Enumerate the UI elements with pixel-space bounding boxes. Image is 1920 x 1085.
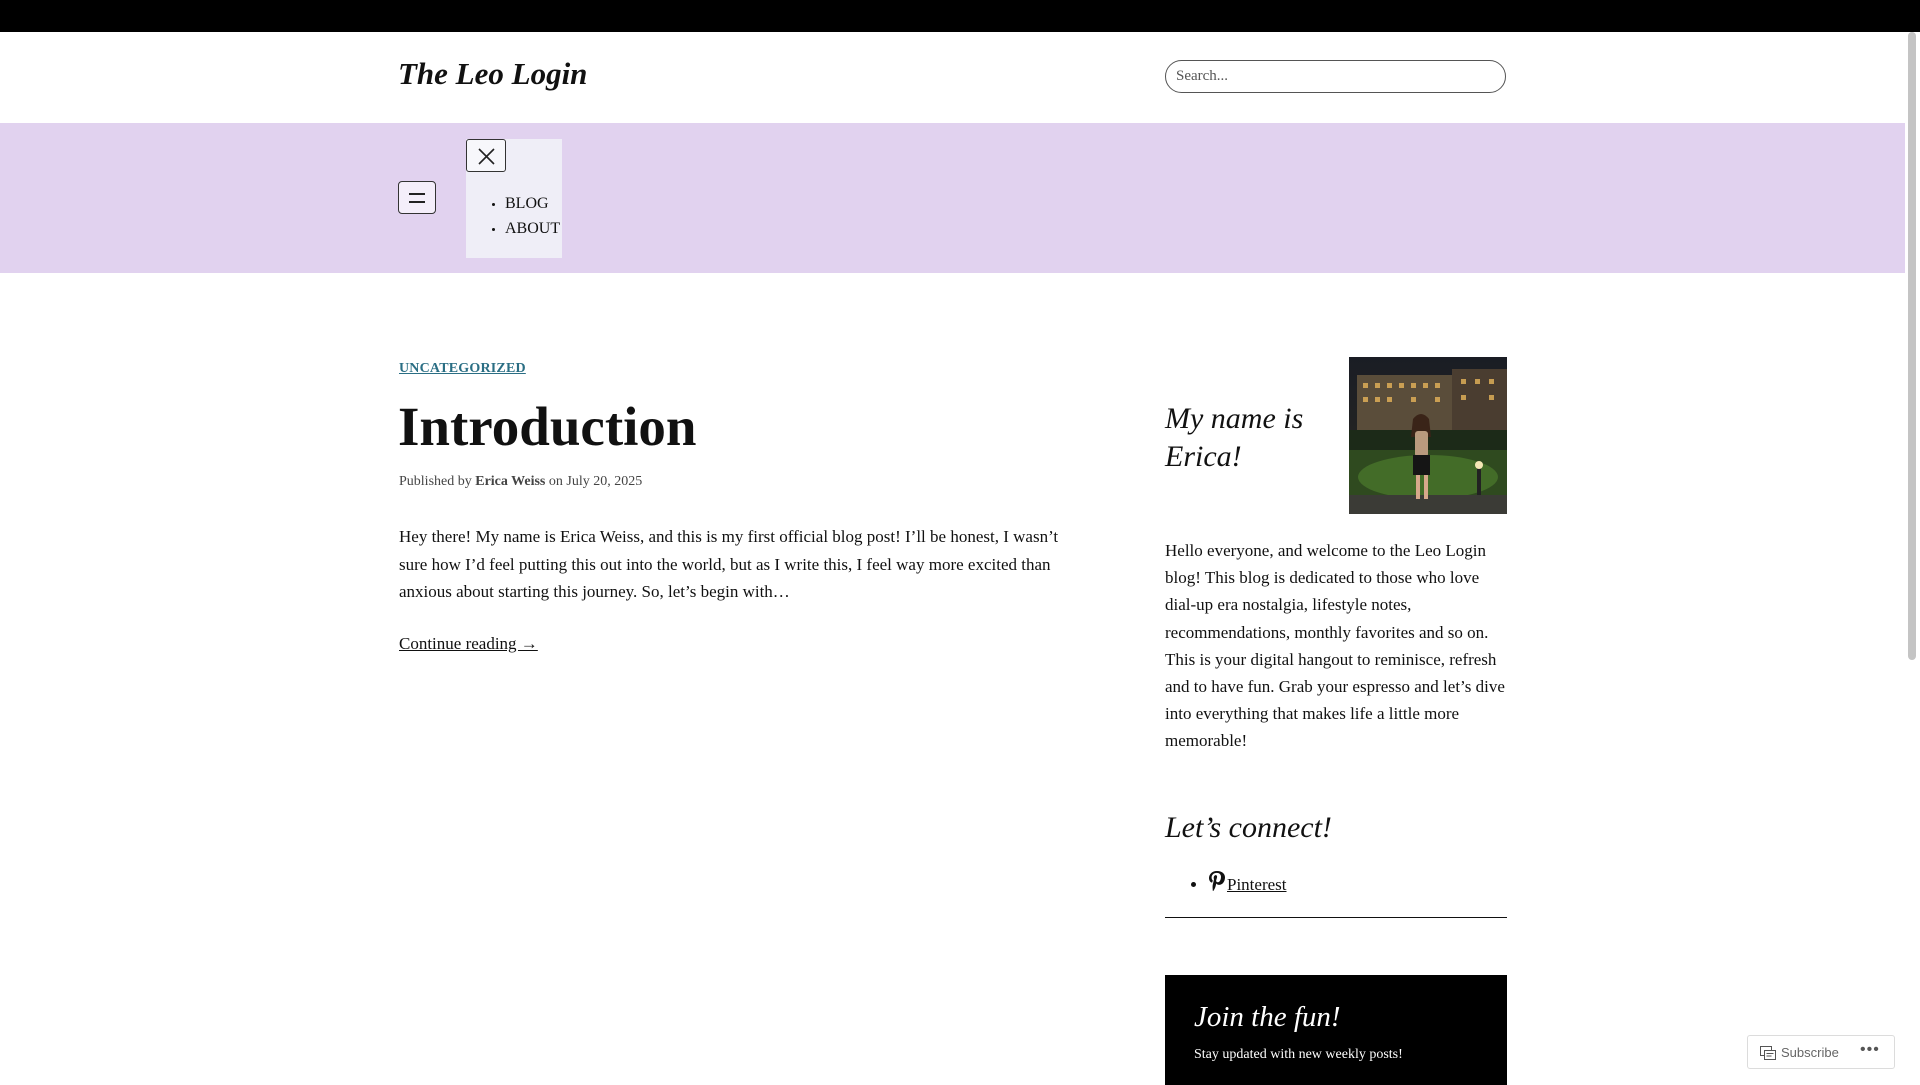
post-title[interactable]: Introduction [398, 396, 697, 457]
connect-heading: Let’s connect! [1165, 811, 1332, 844]
category-link[interactable]: UNCATEGORIZED [399, 361, 526, 376]
pinterest-link[interactable]: Pinterest [1227, 875, 1287, 894]
scrollbar-thumb[interactable] [1908, 32, 1916, 660]
signup-box [1165, 975, 1507, 1085]
subscribe-icon [1760, 1046, 1776, 1060]
navigation-menu [466, 191, 560, 241]
more-options-button[interactable]: ••• [1860, 1041, 1880, 1058]
menu-open-button[interactable] [398, 181, 436, 214]
close-icon [478, 148, 495, 165]
subscribe-button[interactable] [1760, 1045, 1839, 1060]
navigation-panel [466, 139, 562, 258]
meta-published-by: Published by [399, 474, 472, 489]
about-heading: My name is Erica! [1165, 402, 1304, 473]
top-bar [0, 0, 1920, 32]
meta-on: on [548, 474, 563, 489]
pinterest-icon[interactable] [1208, 870, 1226, 892]
signup-heading: Join the fun! [1194, 1001, 1341, 1033]
post-meta [399, 474, 642, 490]
continue-reading-link[interactable]: Continue reading → [399, 634, 538, 653]
navigation-band [0, 123, 1905, 273]
social-links [1165, 870, 1287, 900]
sidebar-divider [1165, 917, 1507, 918]
nav-item-blog[interactable]: • BLOG [505, 191, 560, 216]
nav-item-about[interactable]: • ABOUT [505, 216, 560, 241]
search-input[interactable] [1165, 60, 1506, 93]
profile-photo [1349, 357, 1507, 514]
site-title[interactable]: The Leo Login [398, 56, 588, 91]
post-author[interactable]: Erica Weiss [475, 474, 546, 489]
post-date[interactable]: July 20, 2025 [566, 474, 643, 489]
post-excerpt: Hey there! My name is Erica Weiss, and this is my first official blog post! I’ll be honest, I wasn’t sure how I’d feel putting this out into the world, but as I write this, I feel way more excited than anxious about starting this journey. So, let’s begin with… [399, 527, 1059, 601]
site-header [0, 32, 1905, 123]
menu-close-button[interactable] [466, 139, 506, 172]
signup-text: Stay updated with new weekly posts! [1194, 1047, 1403, 1062]
about-text: Hello everyone, and welcome to the Leo Login blog! This blog is dedicated to those who love dial-up era nostalgia, lifestyle notes, recommendations, monthly favorites and so on. This is your digital hangout to reminisce, refresh and to have fun. Grab your espresso and let’s dive into everything that makes life a little more memorable! [1165, 541, 1505, 751]
social-item-pinterest [1208, 870, 1287, 900]
subscribe-label: Subscribe [1781, 1045, 1839, 1060]
subscribe-bar [1747, 1035, 1895, 1069]
menu-icon [409, 193, 425, 195]
menu-icon [409, 201, 425, 203]
